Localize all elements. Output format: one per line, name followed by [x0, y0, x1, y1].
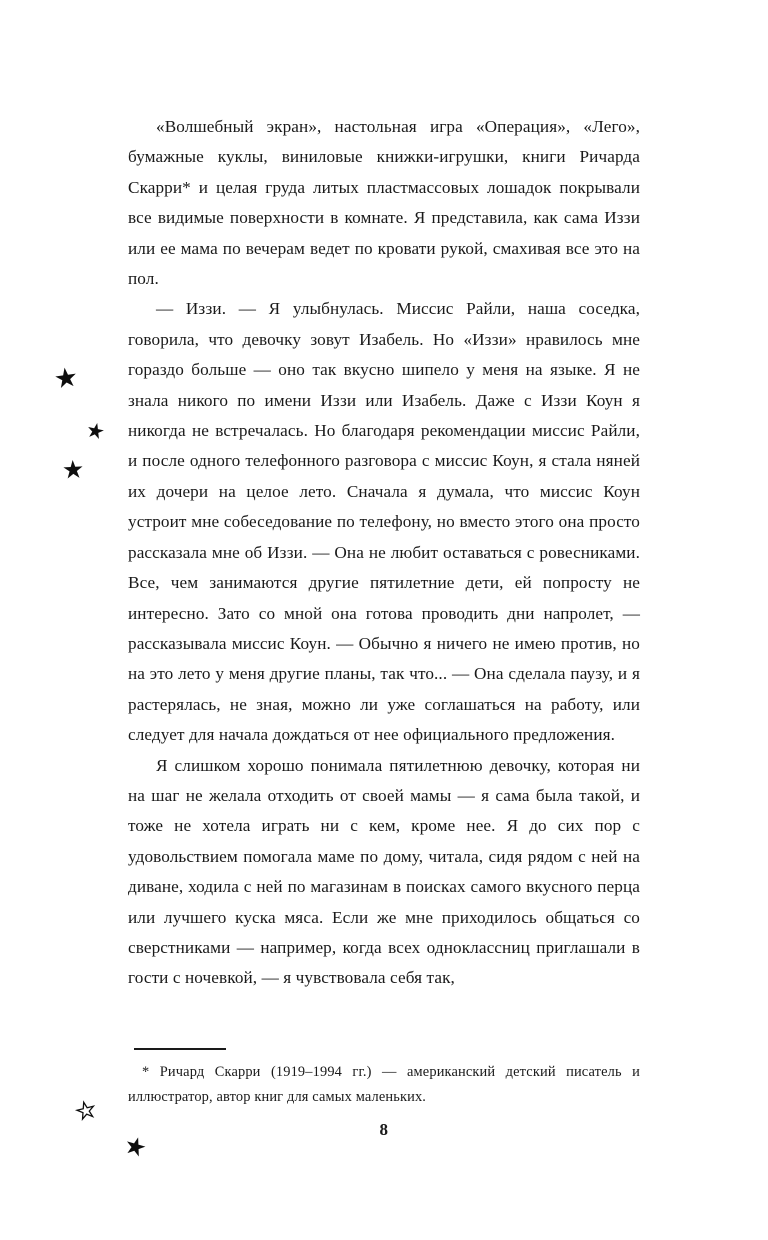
star-outline-icon: ★	[73, 1095, 99, 1126]
star-icon: ★	[51, 361, 81, 395]
footnote-divider	[134, 1048, 226, 1050]
star-icon: ★	[61, 456, 86, 485]
page-number: 8	[379, 1120, 389, 1139]
body-text-column	[128, 112, 640, 994]
star-icon: ★	[120, 1131, 150, 1164]
footnote-section	[128, 1048, 640, 1110]
paragraph: «Волшебный экран», настольная игра «Операция», «Лего», бумажные куклы, виниловые книжки-игрушки, книги Ричарда Скарри* и целая груда литых пластмассовых лошадок покрывали все видимые поверхности в комнате. Я представила, как сама Иззи или ее мама по вечерам ведет по кровати рукой, смахивая все это на пол.	[128, 117, 640, 289]
footnote-text: * Ричард Скарри (1919–1994 гг.) — американский детский писатель и иллюстратор, автор книг для самых маленьких.	[128, 1064, 640, 1105]
paragraph: Я слишком хорошо понимала пятилетнюю девочку, которая ни на шаг не желала отходить от своей мамы — я сама была такой, и тоже не хотела играть ни с кем, кроме нее. Я до сих пор с удовольствием помогала маме по дому, читала, сидя рядом с ней на диване, ходила с ней по магазинам в поисках самого вкусного перца или лучшего куска мяса. Если же мне приходилось общаться со сверстниками — например, когда всех одноклассниц приглашали в гости с ночевкой, — я чувствовала себя так,	[128, 755, 640, 988]
paragraph: — Иззи. — Я улыбнулась. Миссис Райли, наша соседка, говорила, что девочку зовут Изабель. Но «Иззи» нравилось мне гораздо больше — оно так вкусно шипело у меня на языке. Я не знала никого по имени Иззи или Изабель. Даже с Иззи Коун я никогда не встречалась. Но благодаря рекомендации миссис Райли, и после одного телефонного разговора с миссис Коун, я стала няней их дочери на целое лето. Сначала я думала, что миссис Коун устроит мне собеседование по телефону, но вместо этого она просто рассказала мне об Иззи. — Она не любит оставаться с ровесниками. Все, чем занимаются другие пятилетние дети, ей попросту не интересно. Зато со мной она готова проводить дни напролет, — рассказывала миссис Коун. — Обычно я ничего не имею против, но на это лето у меня другие планы, так что... — Она сделала паузу, и я растерялась, не зная, можно ли уже соглашаться на работу, или следует для начала дождаться от нее официального предложения.	[128, 299, 640, 745]
star-icon: ★	[83, 417, 108, 445]
